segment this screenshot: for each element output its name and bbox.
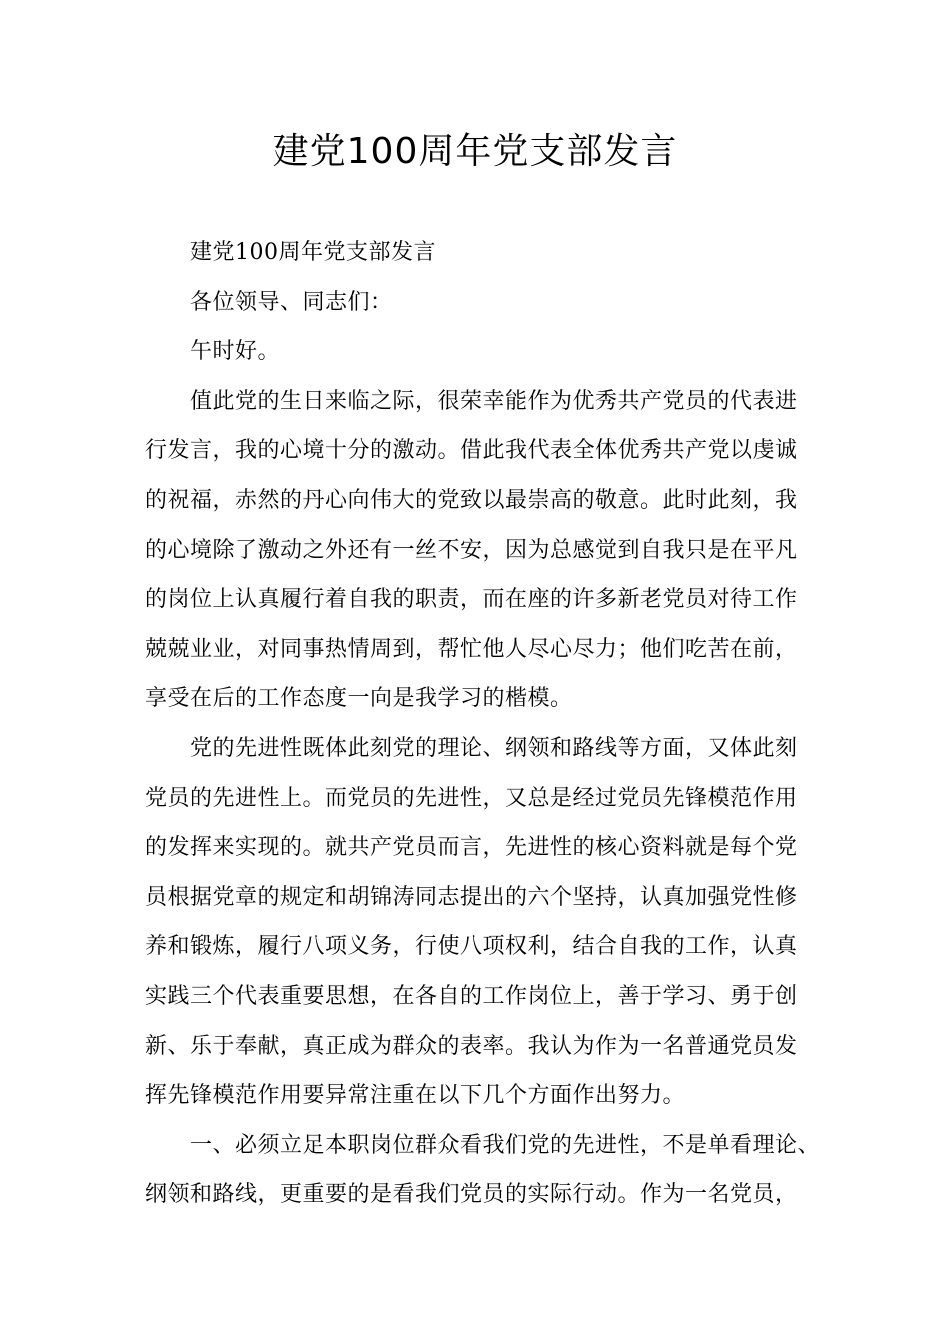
paragraph-line: 一、必须立足本职岗位群众看我们党的先进性，不是单看理论、 xyxy=(190,1132,821,1158)
greeting: 午时好。 xyxy=(190,339,281,365)
paragraph-line: 新、乐于奉献，真正成为群众的表率。我认为作为一名普通党员发 xyxy=(145,1033,798,1059)
paragraph-line: 实践三个代表重要思想，在各自的工作岗位上，善于学习、勇于创 xyxy=(145,983,798,1009)
paragraph-line: 的祝福，赤然的丹心向伟大的党致以最崇高的敬意。此时此刻，我 xyxy=(145,487,798,513)
paragraph-line: 享受在后的工作态度一向是我学习的楷模。 xyxy=(145,686,573,712)
paragraph-line: 值此党的生日来临之际，很荣幸能作为优秀共产党员的代表进 xyxy=(190,388,798,414)
paragraph-2 xyxy=(145,724,810,1121)
paragraph-line: 行发言，我的心境十分的激动。借此我代表全体优秀共产党以虔诚 xyxy=(145,438,798,464)
paragraph-1 xyxy=(145,377,810,724)
paragraph-line: 的岗位上认真履行着自我的职责，而在座的许多新老党员对待工作 xyxy=(145,587,798,613)
paragraph-line: 纲领和路线，更重要的是看我们党员的实际行动。作为一名党员， xyxy=(145,1182,798,1208)
salutation: 各位领导、同志们： xyxy=(190,289,393,315)
paragraph-line: 挥先锋模范作用要异常注重在以下几个方面作出努力。 xyxy=(145,1083,686,1109)
paragraph-line: 党的先进性既体此刻党的理论、纲领和路线等方面，又体此刻 xyxy=(190,735,798,761)
paragraph-line: 党员的先进性上。而党员的先进性，又总是经过党员先锋模范作用 xyxy=(145,785,798,811)
paragraph-line: 员根据党章的规定和胡锦涛同志提出的六个坚持，认真加强党性修 xyxy=(145,884,798,910)
document-title: 建党100周年党支部发言 xyxy=(272,131,678,172)
paragraph-line: 的心境除了激动之外还有一丝不安，因为总感觉到自我只是在平凡 xyxy=(145,537,798,563)
document-body xyxy=(145,228,821,1220)
paragraph-3 xyxy=(145,1121,821,1220)
paragraph-line: 的发挥来实现的。就共产党员而言，先进性的核心资料就是每个党 xyxy=(145,835,798,861)
document-subtitle: 建党100周年党支部发言 xyxy=(190,240,436,265)
paragraph-line: 兢兢业业，对同事热情周到，帮忙他人尽心尽力；他们吃苦在前， xyxy=(145,636,798,662)
paragraph-line: 养和锻炼，履行八项义务，行使八项权利，结合自我的工作，认真 xyxy=(145,934,798,960)
